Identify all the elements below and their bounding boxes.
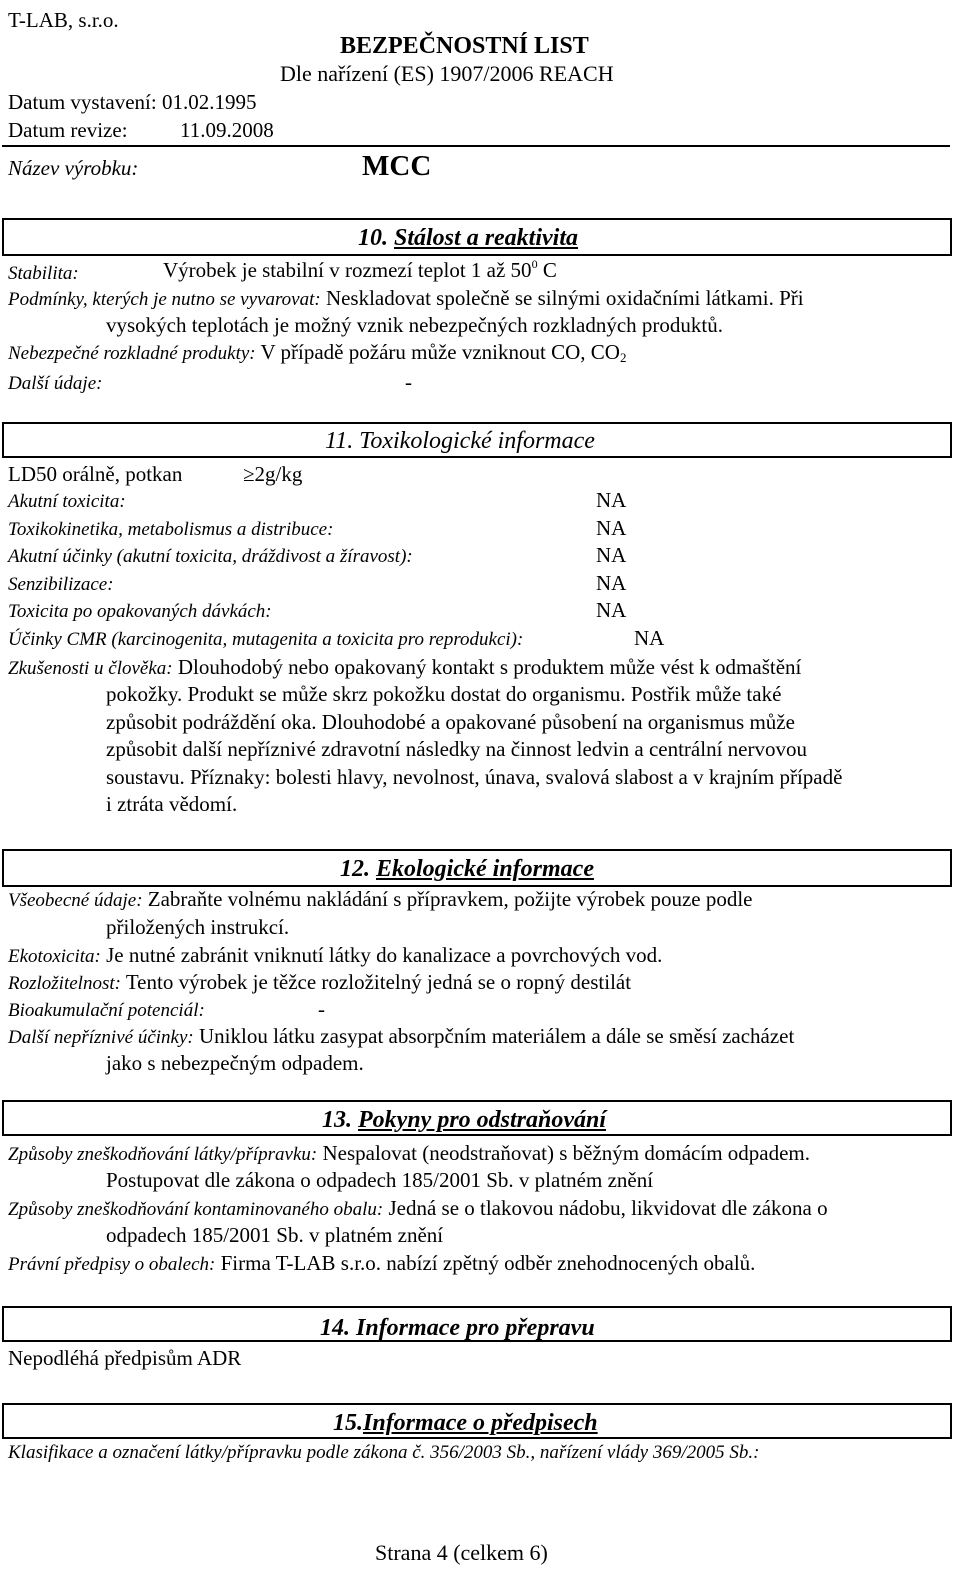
tox-row-value: NA [596,488,627,512]
company-name: T-LAB, s.r.o. [8,8,119,32]
section-11-title: 11. Toxikologické informace [325,428,595,454]
adverse-effects-row: Další nepříznivé účinky: Uniklou látku zasypat absorpčním materiálem a dále se směsí zacházet [8,1024,795,1048]
adverse-effects-cont: jako s nebezpečným odpadem. [106,1051,364,1075]
ecotoxicity-row: Ekotoxicita: Je nutné zabránit vniknutí látky do kanalizace a povrchových vod. [8,943,663,967]
tox-row-value: NA [596,598,627,622]
section-14-title: 14. Informace pro přepravu [320,1315,595,1341]
transport-text: Nepodléhá předpisům ADR [8,1346,242,1370]
stability-label: Stabilita: [8,263,79,284]
experience-row: Zkušenosti u člověka: Dlouhodobý nebo opakovaný kontakt s produktem může vést k odmaštění [8,655,802,679]
cmr-label: Účinky CMR (karcinogenita, mutagenita a toxicita pro reprodukci): [8,629,524,650]
experience-label: Zkušenosti u člověka: [8,658,173,679]
packaging-disposal-cont: odpadech 185/2001 Sb. v platném znění [106,1223,444,1247]
product-name: MCC [362,150,432,182]
packaging-law-label: Právní předpisy o obalech: [8,1254,216,1275]
ld50-value: ≥2g/kg [243,462,303,486]
adverse-effects-label: Další nepříznivé účinky: [8,1027,194,1048]
header-divider [2,145,950,147]
other-value: - [405,370,412,394]
revision-date: 11.09.2008 [180,118,274,142]
experience-line: pokožky. Produkt se může skrz pokožku dostat do organismu. Postřik může také [106,682,782,706]
experience-line: způsobit podráždění oka. Dlouhodobé a opakované působení na organismus může [106,710,795,734]
ecotoxicity-label: Ekotoxicita: [8,946,101,967]
degradability-label: Rozložitelnost: [8,973,121,994]
conditions-label: Podmínky, kterých je nutno se vyvarovat: [8,289,321,310]
section-15-title: 15.Informace o předpisech [333,1410,598,1436]
revision-label: Datum revize: [8,118,128,142]
document-title: BEZPEČNOSTNÍ LIST [340,33,589,59]
packaging-disposal-label: Způsoby zneškodňování kontaminovaného obalu: [8,1199,384,1220]
decomposition-row: Nebezpečné rozkladné produkty: V případě požáru může vzniknout CO, $CO_2$ [8,340,627,365]
tox-row-label: Toxicita po opakovaných dávkách: [8,601,272,622]
tox-row-value: NA [596,571,627,595]
conditions-cont: vysokých teplotách je možný vznik nebezpečných rozkladných produktů. [106,313,723,337]
tox-row-label: Akutní účinky (akutní toxicita, dráždivost a žíravost): [8,546,413,567]
substance-disposal-cont: Postupovat dle zákona o odpadech 185/2001 Sb. v platném znění [106,1168,654,1192]
tox-row-value: NA [596,516,627,540]
page-number: Strana 4 (celkem 6) [375,1540,548,1565]
ld50-label: LD50 orálně, potkan [8,462,183,486]
experience-line: soustavu. Příznaky: bolesti hlavy, nevolnost, únava, svalová slabost a v krajním případě [106,765,843,789]
decomposition-label: Nebezpečné rozkladné produkty: [8,343,256,364]
general-row: Všeobecné údaje: Zabraňte volnému nakládání s přípravkem, požijte výrobek pouze podle [8,887,753,911]
tox-row-label: Akutní toxicita: [8,491,126,512]
packaging-law-row: Právní předpisy o obalech: Firma T-LAB s.r.o. nabízí zpětný odběr znehodnocených obalů. [8,1251,756,1275]
cmr-value: NA [634,626,665,650]
substance-disposal-label: Způsoby zneškodňování látky/přípravku: [8,1144,318,1165]
other-label: Další údaje: [8,373,103,394]
tox-row-value: NA [596,543,627,567]
stability-value: Výrobek je stabilní v rozmezí teplot 1 až $50^0$ C [163,257,557,282]
substance-disposal-row: Způsoby zneškodňování látky/přípravku: Nespalovat (neodstraňovat) s běžným domácím odpadem. [8,1141,811,1165]
section-10-title: 10. Stálost a reaktivita [358,225,579,251]
product-label: Název výrobku: [8,156,139,180]
general-cont: přiložených instrukcí. [106,915,290,939]
stability-row [8,262,79,283]
experience-line: způsobit další nepříznivé zdravotní následky na činnost ledvin a centrální nervovou [106,737,807,761]
issue-date: Datum vystavení: 01.02.1995 [8,90,257,114]
tox-row-label: Senzibilizace: [8,574,114,595]
conditions-row: Podmínky, kterých je nutno se vyvarovat: Neskladovat společně se silnými oxidačními látkami. Při [8,286,804,310]
tox-row-label: Toxikokinetika, metabolismus a distribuce: [8,519,334,540]
section-12-title: 12. Ekologické informace [340,856,594,882]
section-13-title: 13. Pokyny pro odstraňování [322,1107,607,1133]
experience-line: i ztráta vědomí. [106,792,238,816]
general-label: Všeobecné údaje: [8,890,143,911]
regulation-reference: Dle nařízení (ES) 1907/2006 REACH [280,61,614,86]
bioaccumulation-label: Bioakumulační potenciál: [8,1000,205,1021]
degradability-row: Rozložitelnost: Tento výrobek je těžce rozložitelný jedná se o ropný destilát [8,970,632,994]
packaging-disposal-row: Způsoby zneškodňování kontaminovaného obalu: Jedná se o tlakovou nádobu, likvidovat dle zákona o [8,1196,828,1220]
regulation-text: Klasifikace a označení látky/přípravku podle zákona č. 356/2003 Sb., nařízení vlády 369/2005 Sb.: [8,1442,760,1463]
bioaccumulation-value: - [318,997,325,1021]
